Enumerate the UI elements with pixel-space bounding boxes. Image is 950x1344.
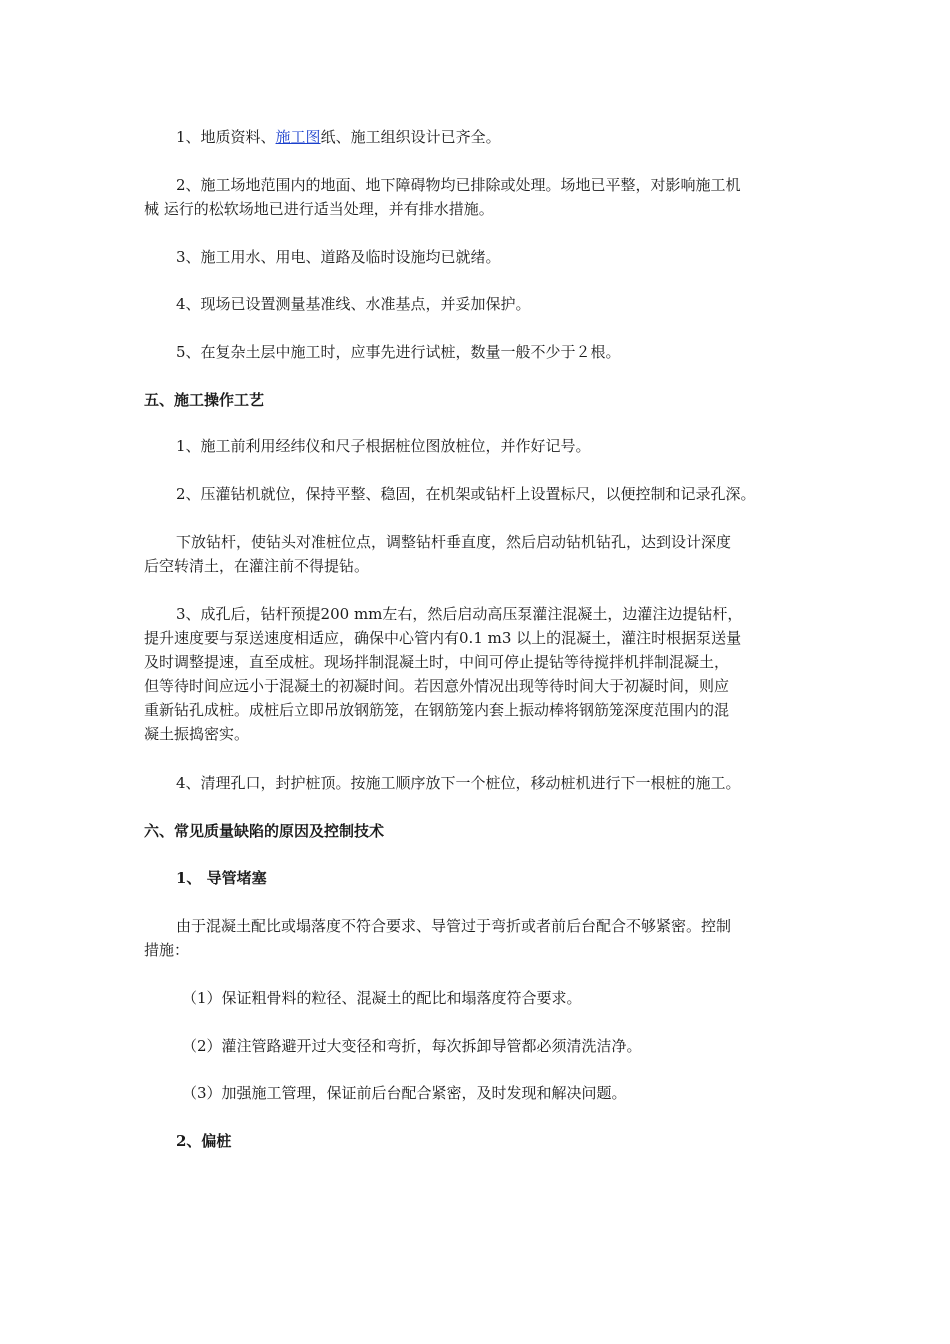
prep-item-3: 3、施工用水、用电、道路及临时设施均已就绪。 [176,248,501,266]
defect-1-text-line-2: 措施： [144,941,190,959]
defect-1-heading: 1、 导管堵塞 [176,869,267,887]
operation-step-1: 1、施工前利用经纬仪和尺子根据桩位图放桩位，并作好记号。 [176,437,591,455]
operation-step-3-line-4: 但等待时间应远小于混凝土的初凝时间。若因意外情况出现等待时间大于初凝时间，则应 [144,677,730,695]
control-measure-2: （2）灌注管路避开过大变径和弯折，每次拆卸导管都必须清洗洁净。 [182,1037,642,1055]
prep-item-1 [176,125,501,149]
operation-step-3-line-3: 及时调整提速，直至成桩。现场拌制混凝土时，中间可停止提钻等待搅拌机拌制混凝土， [144,653,730,671]
construction-drawing-link[interactable]: 施工图 [275,128,321,146]
control-measure-3: （3）加强施工管理，保证前后台配合紧密，及时发现和解决问题。 [182,1084,627,1102]
prep-item-4: 4、现场已设置测量基准线、水准基点，并妥加保护。 [176,295,531,313]
prep-item-5: 5、在复杂土层中施工时，应事先进行试桩，数量一般不少于２根。 [176,343,621,361]
prep-item-2-line-1: 2、施工场地范围内的地面、地下障碍物均已排除或处理。场地已平整，对影响施工机 [176,176,741,194]
prep-item-2-line-2: 械 运行的松软场地已进行适当处理，并有排水措施。 [144,200,494,218]
defect-1-text-line-1: 由于混凝土配比或塌落度不符合要求、导管过于弯折或者前后台配合不够紧密。控制 [176,917,732,935]
section-5-heading: 五、施工操作工艺 [144,391,265,409]
operation-step-4: 4、清理孔口，封护桩顶。按施工顺序放下一个桩位，移动桩机进行下一根桩的施工。 [176,774,741,792]
defect-2-heading: 2、偏桩 [176,1132,232,1150]
prep-item-1-suffix: 纸、施工组织设计已齐全。 [320,128,501,146]
section-6-heading: 六、常见质量缺陷的原因及控制技术 [144,822,385,840]
operation-step-3-line-5: 重新钻孔成桩。成桩后立即吊放钢筋笼，在钢筋笼内套上振动棒将钢筋笼深度范围内的混 [144,701,730,719]
operation-step-3-line-6: 凝土振捣密实。 [144,725,250,743]
operation-step-3-line-1: 3、成孔后，钻杆预提200 mm左右，然后启动高压泵灌注混凝土，边灌注边提钻杆， [176,605,743,623]
operation-step-2b-line-1: 下放钻杆，使钻头对准桩位点，调整钻杆垂直度，然后启动钻机钻孔，达到设计深度 [176,533,732,551]
operation-step-3-line-2: 提升速度要与泵送速度相适应，确保中心管内有0.1 m3 以上的混凝土，灌注时根据泵送量 [144,629,742,647]
operation-step-2: 2、压灌钻机就位，保持平整、稳固，在机架或钻杆上设置标尺，以便控制和记录孔深。 [176,485,756,503]
operation-step-2b-line-2: 后空转清土，在灌注前不得提钻。 [144,557,370,575]
prep-item-1-prefix: 1、地质资料、 [176,128,276,146]
control-measure-1: （1）保证粗骨料的粒径、混凝土的配比和塌落度符合要求。 [182,989,582,1007]
